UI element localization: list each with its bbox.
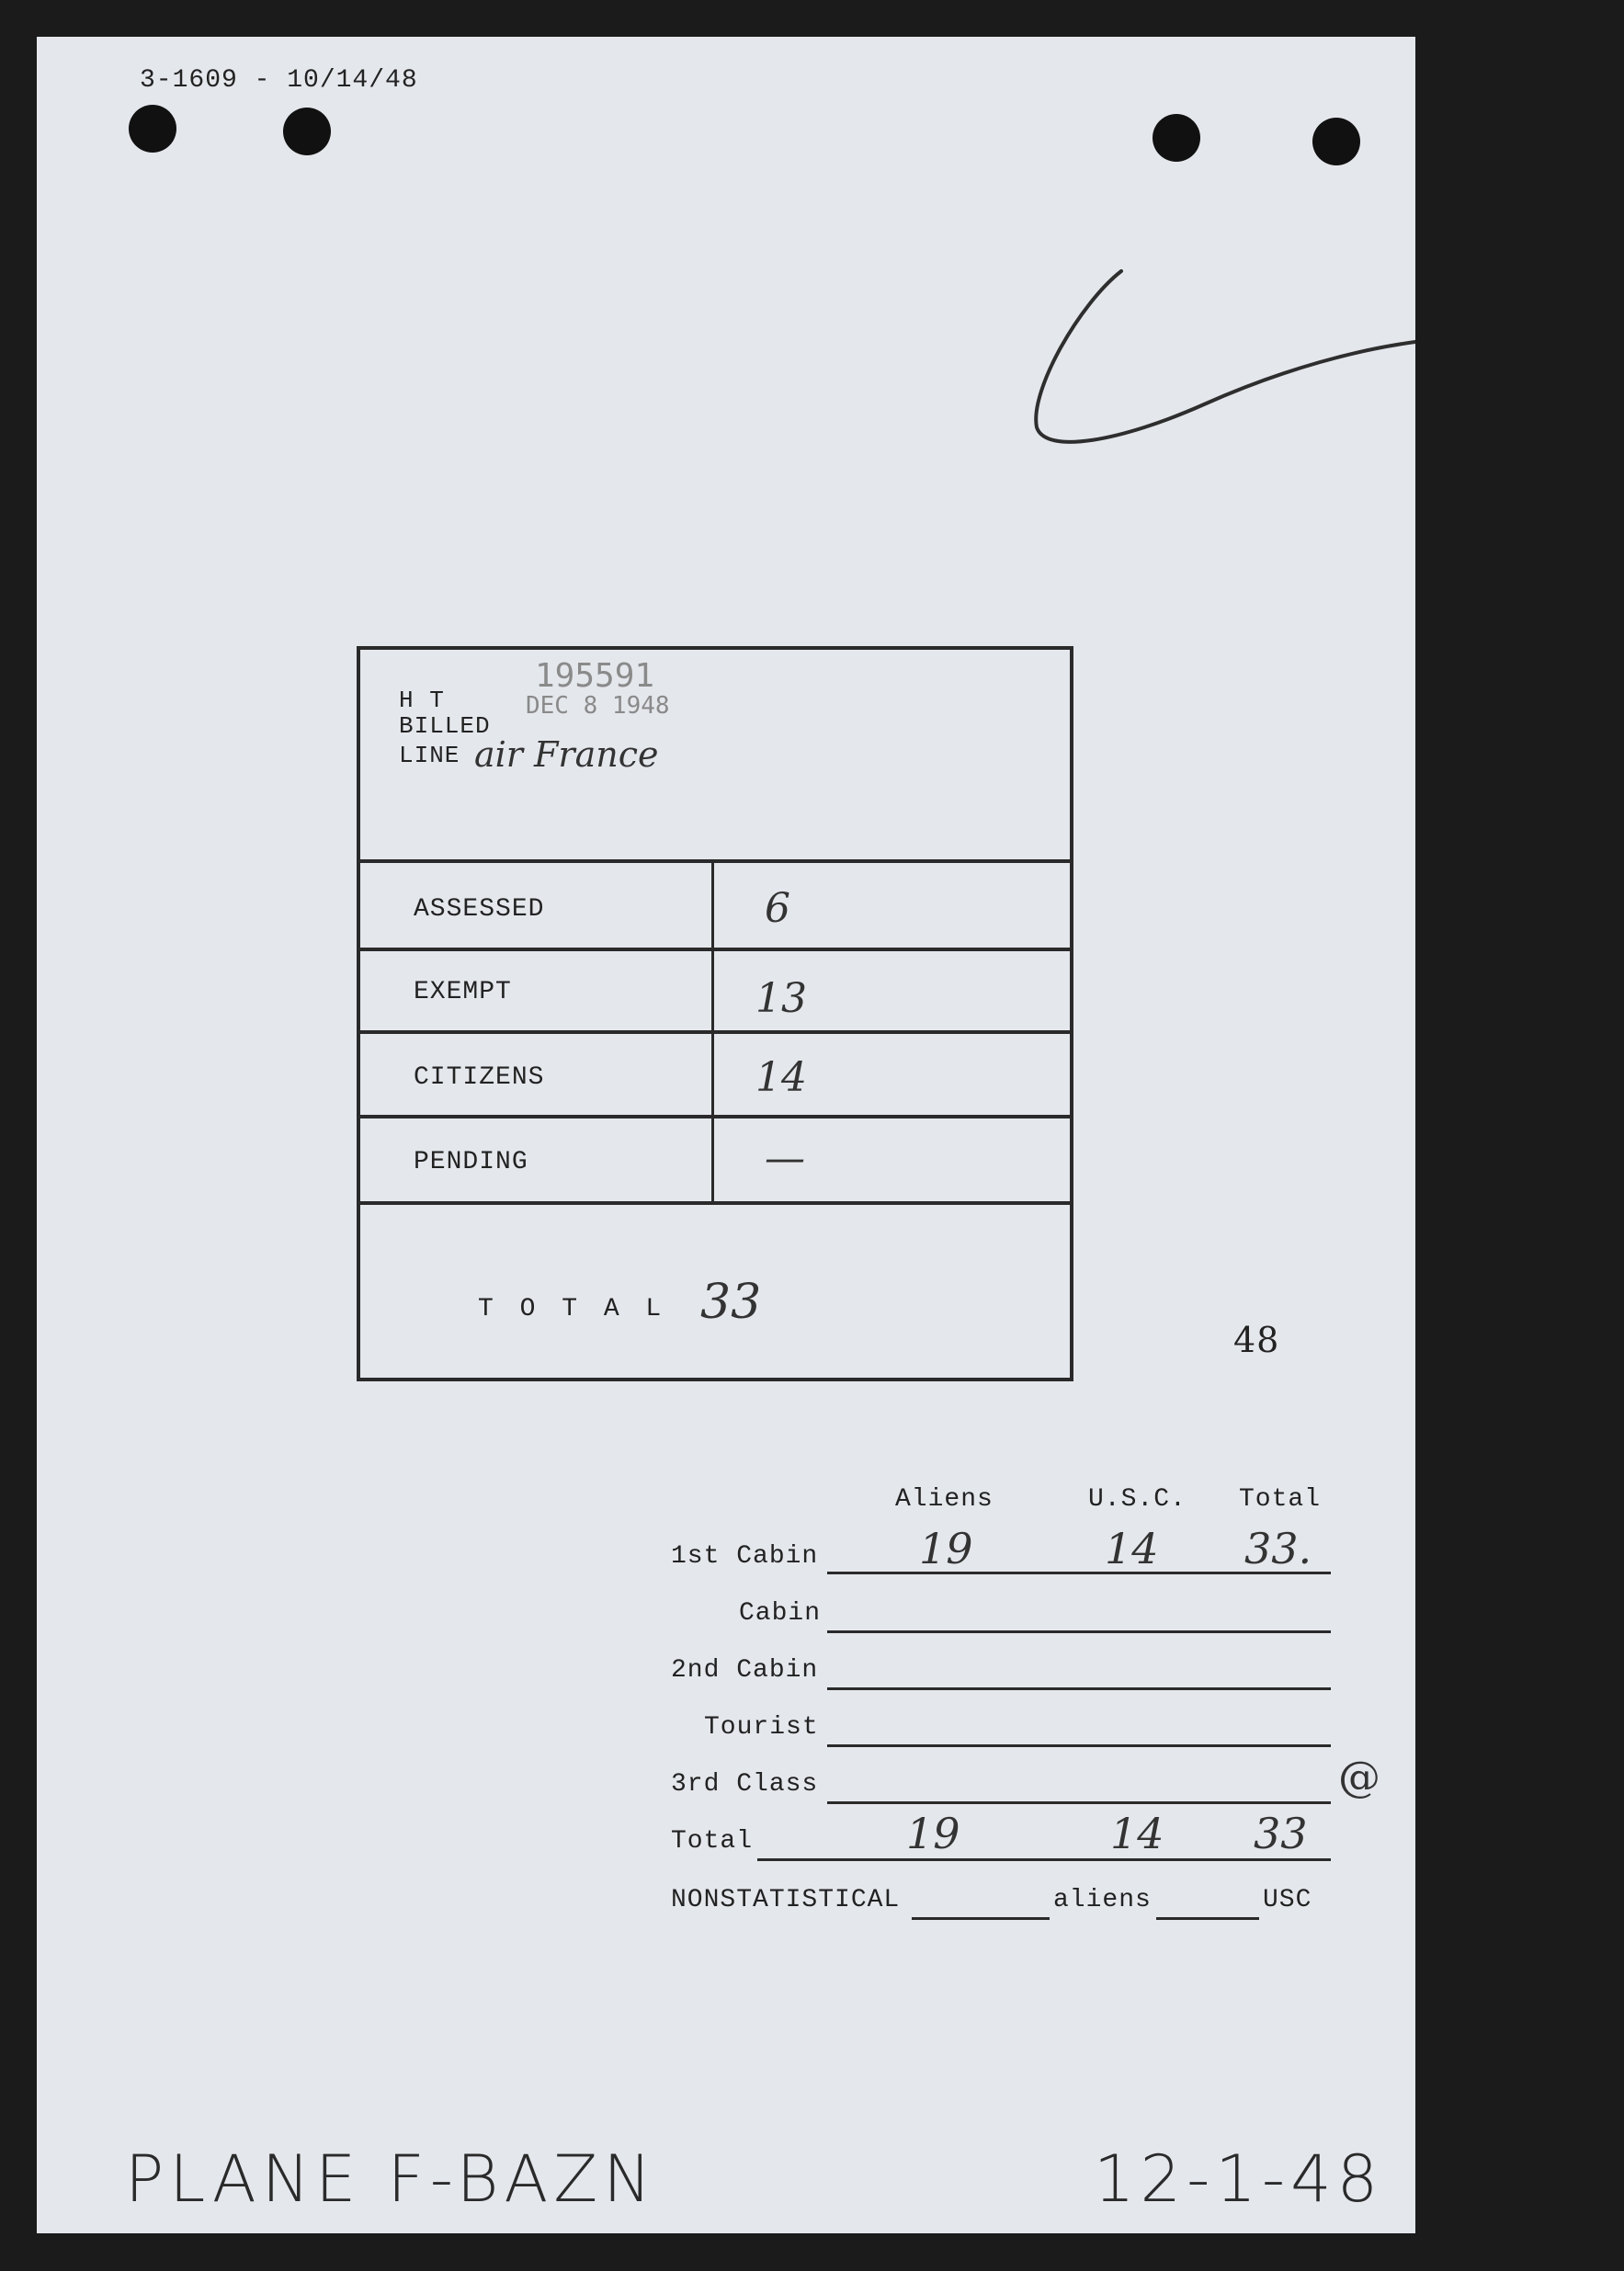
usc-label: USC <box>1263 1886 1312 1914</box>
row-label-assessed: ASSESSED <box>414 895 545 924</box>
underline <box>1156 1917 1259 1920</box>
stamp-number: 195591 <box>535 657 655 695</box>
line-value: air France <box>474 734 659 775</box>
footer-date: 12-1-48 <box>1094 2141 1384 2217</box>
col-header-aliens: Aliens <box>895 1485 994 1514</box>
plane-label: PLANE F-BAZN <box>125 2141 657 2217</box>
divider <box>360 1201 1070 1205</box>
underline <box>827 1801 1331 1804</box>
total-label: T O T A L <box>478 1295 667 1323</box>
row-label-pending: PENDING <box>414 1148 528 1176</box>
row-label-2nd-cabin: 2nd Cabin <box>671 1656 819 1685</box>
underline <box>827 1744 1331 1747</box>
punch-hole <box>283 108 331 155</box>
punch-hole <box>129 105 176 153</box>
page-number: 48 <box>1233 1320 1280 1360</box>
divider <box>360 859 1070 863</box>
form-number: 3-1609 - 10/14/48 <box>140 66 418 95</box>
underline <box>757 1858 1331 1861</box>
row-label-cabin: Cabin <box>739 1599 822 1628</box>
aliens-label: aliens <box>1053 1886 1152 1914</box>
row-label-3rd-class: 3rd Class <box>671 1770 819 1799</box>
stamp-date: DEC 8 1948 <box>526 692 670 720</box>
row-value-assessed: 6 <box>765 885 790 932</box>
underline <box>827 1630 1331 1633</box>
row-value-citizens: 14 <box>755 1054 807 1101</box>
col-header-total: Total <box>1239 1485 1322 1514</box>
line-label: LINE <box>399 742 460 769</box>
row-label-citizens: CITIZENS <box>414 1063 545 1092</box>
row-value-pending: — <box>765 1135 805 1182</box>
divider <box>360 948 1070 951</box>
col-header-usc: U.S.C. <box>1088 1485 1187 1514</box>
billing-box <box>357 646 1073 1381</box>
cell-usc: 14 <box>1105 1524 1159 1573</box>
row-value-exempt: 13 <box>755 975 807 1022</box>
divider <box>360 1115 1070 1118</box>
total-value: 33 <box>700 1275 762 1330</box>
margin-mark: @ <box>1338 1752 1380 1801</box>
row-label-tourist: Tourist <box>704 1713 819 1742</box>
underline <box>912 1917 1050 1920</box>
divider <box>360 1030 1070 1034</box>
cell-usc: 14 <box>1110 1809 1164 1858</box>
row-label-1st-cabin: 1st Cabin <box>671 1542 819 1571</box>
billed-label: BILLED <box>399 712 491 740</box>
document-page <box>37 37 1415 2233</box>
punch-hole <box>1153 114 1200 162</box>
cell-total: 33. <box>1244 1524 1312 1573</box>
cell-aliens: 19 <box>919 1524 973 1573</box>
cell-total: 33 <box>1254 1809 1308 1858</box>
underline <box>827 1687 1331 1690</box>
cell-aliens: 19 <box>906 1809 960 1858</box>
check-mark-icon <box>993 230 1415 469</box>
punch-hole <box>1312 118 1360 165</box>
row-label-exempt: EXEMPT <box>414 978 512 1006</box>
ht-label: H T <box>399 687 445 714</box>
row-label-total: Total <box>671 1827 754 1856</box>
nonstatistical-label: NONSTATISTICAL <box>671 1886 901 1914</box>
